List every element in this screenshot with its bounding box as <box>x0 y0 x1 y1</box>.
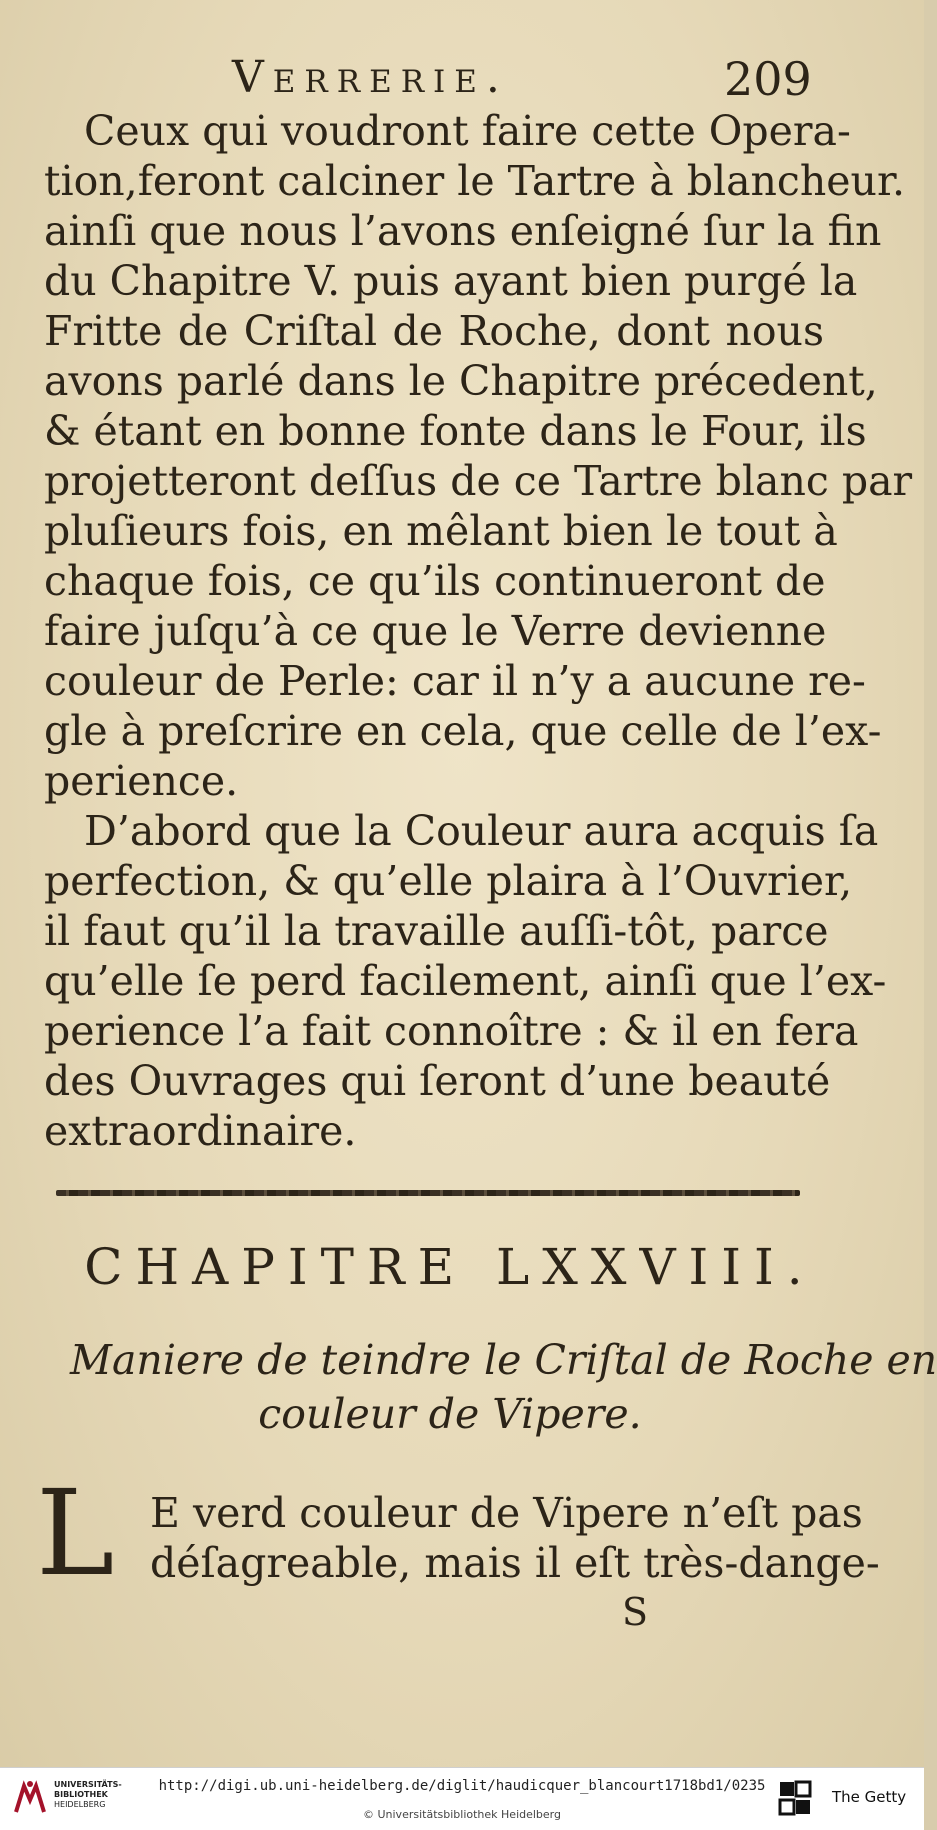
copyright-notice: © Universitätsbibliothek Heidelberg <box>362 1808 561 1821</box>
text-line: des Ouvrages qui ſeront d’une beauté <box>44 1057 831 1105</box>
text-line: D’abord que la Couleur aura acquis ſa <box>84 807 879 855</box>
running-title: Verrerie. <box>232 52 509 103</box>
text-line: projetteront deſſus de ce Tartre blanc par <box>44 457 913 505</box>
chapter-heading: CHAPITRE LXXVIII. <box>84 1238 816 1296</box>
text-line: perfection, & qu’elle plaira à l’Ouvrier, <box>44 857 853 905</box>
text-line: qu’elle ſe perd facilement, ainſi que l’ex- <box>44 957 887 1005</box>
getty-logo-icon <box>776 1778 814 1818</box>
text-line: pluſieurs fois, en mêlant bien le tout à <box>44 507 838 555</box>
text-line: faire juſqu’à ce que le Verre devienne <box>44 607 827 655</box>
text-line: il faut qu’il la travaille auſſi-tôt, parce <box>44 907 829 955</box>
ornamental-rule <box>56 1190 800 1196</box>
chapter-text-line: E verd couleur de Vipere n’eſt pas <box>150 1489 863 1537</box>
text-line: extraordinaire. <box>44 1107 357 1155</box>
chapter-subtitle-line-1: Maniere de teindre le Criſtal de Roche en <box>70 1336 937 1384</box>
chapter-text-line: déſagreable, mais il eſt très-dange- <box>150 1539 880 1587</box>
text-line: Ceux qui voudront faire cette Opera- <box>84 107 851 155</box>
text-line: tion,feront calciner le Tartre à blancheur. <box>44 157 906 205</box>
text-line: Fritte de Criſtal de Roche, dont nous <box>44 307 824 355</box>
signature-mark: S <box>622 1590 649 1634</box>
text-line: du Chapitre V. puis ayant bien purgé la <box>44 257 858 305</box>
text-line: avons parlé dans le Chapitre précedent, <box>44 357 878 405</box>
text-line: & étant en bonne fonte dans le Four, ils <box>44 407 867 455</box>
text-line: chaque fois, ce qu’ils continueront de <box>44 557 826 605</box>
text-line: perience l’a fait connoître : & il en fera <box>44 1007 859 1055</box>
permalink-url[interactable]: http://digi.ub.uni-heidelberg.de/diglit/haudicquer_blancourt1718bd1/0235 <box>158 1778 766 1794</box>
partner-name: The Getty <box>832 1788 907 1806</box>
text-line: ainſi que nous l’avons enſeigné ſur la fin <box>44 207 882 255</box>
chapter-subtitle-line-2: couleur de Vipere. <box>258 1390 642 1438</box>
institution-line: HEIDELBERG <box>54 1800 106 1809</box>
institution-line: UNIVERSITÄTS- <box>54 1780 122 1789</box>
footer-bar <box>0 1767 924 1830</box>
running-head <box>0 52 924 108</box>
page-number: 209 <box>724 52 812 106</box>
text-line: couleur de Perle: car il n’y a aucune re- <box>44 657 866 705</box>
text-line: perience. <box>44 757 239 805</box>
text-line: gle à preſcrire en cela, que celle de l’ex- <box>44 707 882 755</box>
drop-cap: L <box>36 1464 115 1602</box>
institution-line: BIBLIOTHEK <box>54 1790 108 1799</box>
